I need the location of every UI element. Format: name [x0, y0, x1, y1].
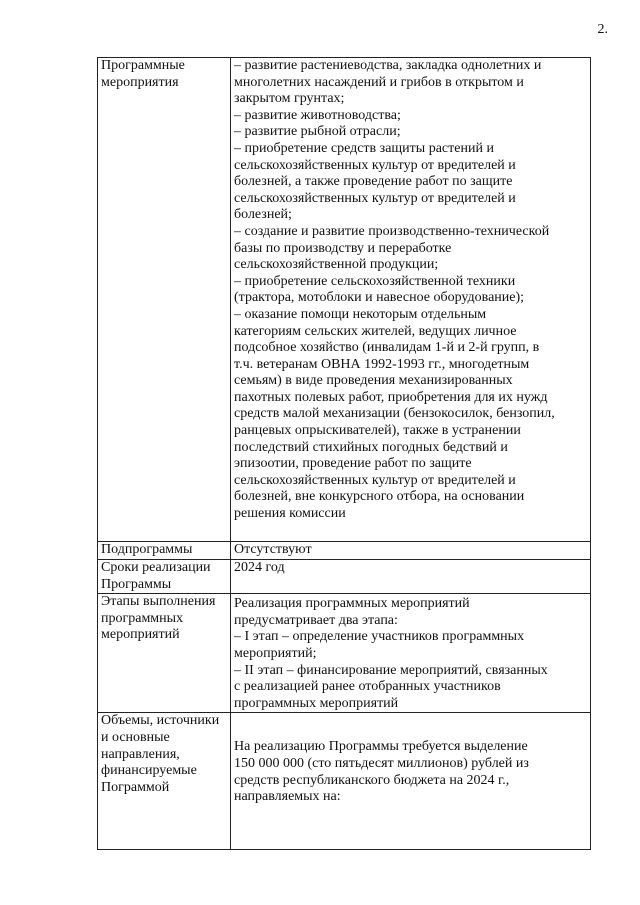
- text-line: направляемых на:: [234, 789, 341, 805]
- text-line: пахотных полевых работ, приобретения для их нужд: [234, 389, 548, 405]
- page-number: 2.: [597, 22, 608, 37]
- text-line: т.ч. ветеранам ОВНА 1992-1993 гг., многодетным: [234, 356, 530, 372]
- label-cell-subprograms: [98, 542, 231, 560]
- table-row-program-measures: [98, 58, 591, 542]
- text-line: сельскохозяйственных культур от вредителей и: [234, 190, 516, 206]
- label-cell-stages: [98, 594, 231, 713]
- text-line: программных мероприятий: [234, 695, 399, 711]
- text-line: – развитие растениеводства, закладка однолетних и: [234, 58, 542, 73]
- text-line: семьям) в виде проведения механизированных: [234, 373, 513, 389]
- text-line: болезней;: [234, 207, 292, 223]
- text-line: сельскохозяйственных культур от вредителей и: [234, 472, 516, 488]
- table-row-stages: [98, 594, 591, 713]
- text-line: 150 000 000 (сто пятьдесят миллионов) рублей из: [234, 755, 529, 771]
- text-line: – развитие животноводства;: [234, 107, 401, 123]
- text-line: средств малой механизации (бензокосилок, бензопил,: [234, 406, 555, 422]
- text-line: средств республиканского бюджета на 2024 г.,: [234, 772, 510, 788]
- row-label: Объемы, источники и основные направления, финансируемые Пограммой: [101, 713, 220, 795]
- text-line: – приобретение средств защиты растений и: [234, 140, 494, 156]
- text-line: Отсутствуют: [234, 542, 312, 557]
- value-cell-stages: [231, 594, 591, 713]
- label-cell-implementation-terms: [98, 560, 231, 594]
- text-line: многолетних насаждений и грибов в открытом и: [234, 74, 524, 90]
- text-line: эпизоотии, проведение работ по защите: [234, 456, 472, 472]
- value-cell-implementation-terms: [231, 560, 591, 594]
- program-passport-table: [97, 57, 591, 850]
- value-cell-program-measures: [231, 58, 591, 542]
- text-line: – приобретение сельскохозяйственной техники: [234, 273, 516, 289]
- text-line: категориям сельских жителей, ведущих личное: [234, 323, 517, 339]
- row-label: Подпрограммы: [101, 542, 193, 557]
- text-line: – оказание помощи некоторым отдельным: [234, 306, 487, 322]
- text-line: болезней, вне конкурсного отбора, на основании: [234, 489, 525, 505]
- row-label: Этапы выполнения программных мероприятий: [101, 594, 216, 643]
- text-line: (трактора, мотоблоки и навесное оборудование);: [234, 290, 525, 306]
- text-line: ранцевых опрыскивателей), также в устранении: [234, 423, 521, 439]
- text-line: базы по производству и переработке: [234, 240, 452, 256]
- text-line: болезней, а также проведение работ по защите: [234, 174, 513, 190]
- text-line: подсобное хозяйство (инвалидам 1-й и 2-й групп, в: [234, 340, 540, 356]
- label-cell-program-measures: [98, 58, 231, 542]
- text-line: На реализацию Программы требуется выделение: [234, 739, 528, 755]
- text-line: Реализация программных мероприятий: [234, 596, 470, 612]
- text-line: – I этап – определение участников программных: [234, 629, 525, 645]
- text-line: последствий стихийных погодных бедствий и: [234, 439, 508, 455]
- text-line: 2024 год: [234, 560, 285, 575]
- text-line: предусматривает два этапа:: [234, 612, 398, 628]
- table-row-subprograms: [98, 542, 591, 560]
- value-cell-subprograms: [231, 542, 591, 560]
- label-cell-funding: [98, 713, 231, 850]
- text-line: – развитие рыбной отрасли;: [234, 124, 401, 140]
- row-label: Сроки реализации Программы: [101, 560, 211, 592]
- text-line: – II этап – финансирование мероприятий, связанных: [234, 662, 548, 678]
- row-label: Программные мероприятия: [101, 58, 185, 90]
- text-line: решения комиссии: [234, 506, 346, 522]
- text-line: мероприятий;: [234, 645, 317, 661]
- text-line: сельскохозяйственных культур от вредителей и: [234, 157, 516, 173]
- text-line: – создание и развитие производственно-технической: [234, 223, 550, 239]
- table-row-funding: [98, 713, 591, 850]
- value-cell-funding: [231, 713, 591, 850]
- text-line: с реализацией ранее отобранных участников: [234, 679, 501, 695]
- text-line: закрытом грунтах;: [234, 91, 345, 107]
- table-row-implementation-terms: [98, 560, 591, 594]
- text-line: сельскохозяйственной продукции;: [234, 257, 439, 273]
